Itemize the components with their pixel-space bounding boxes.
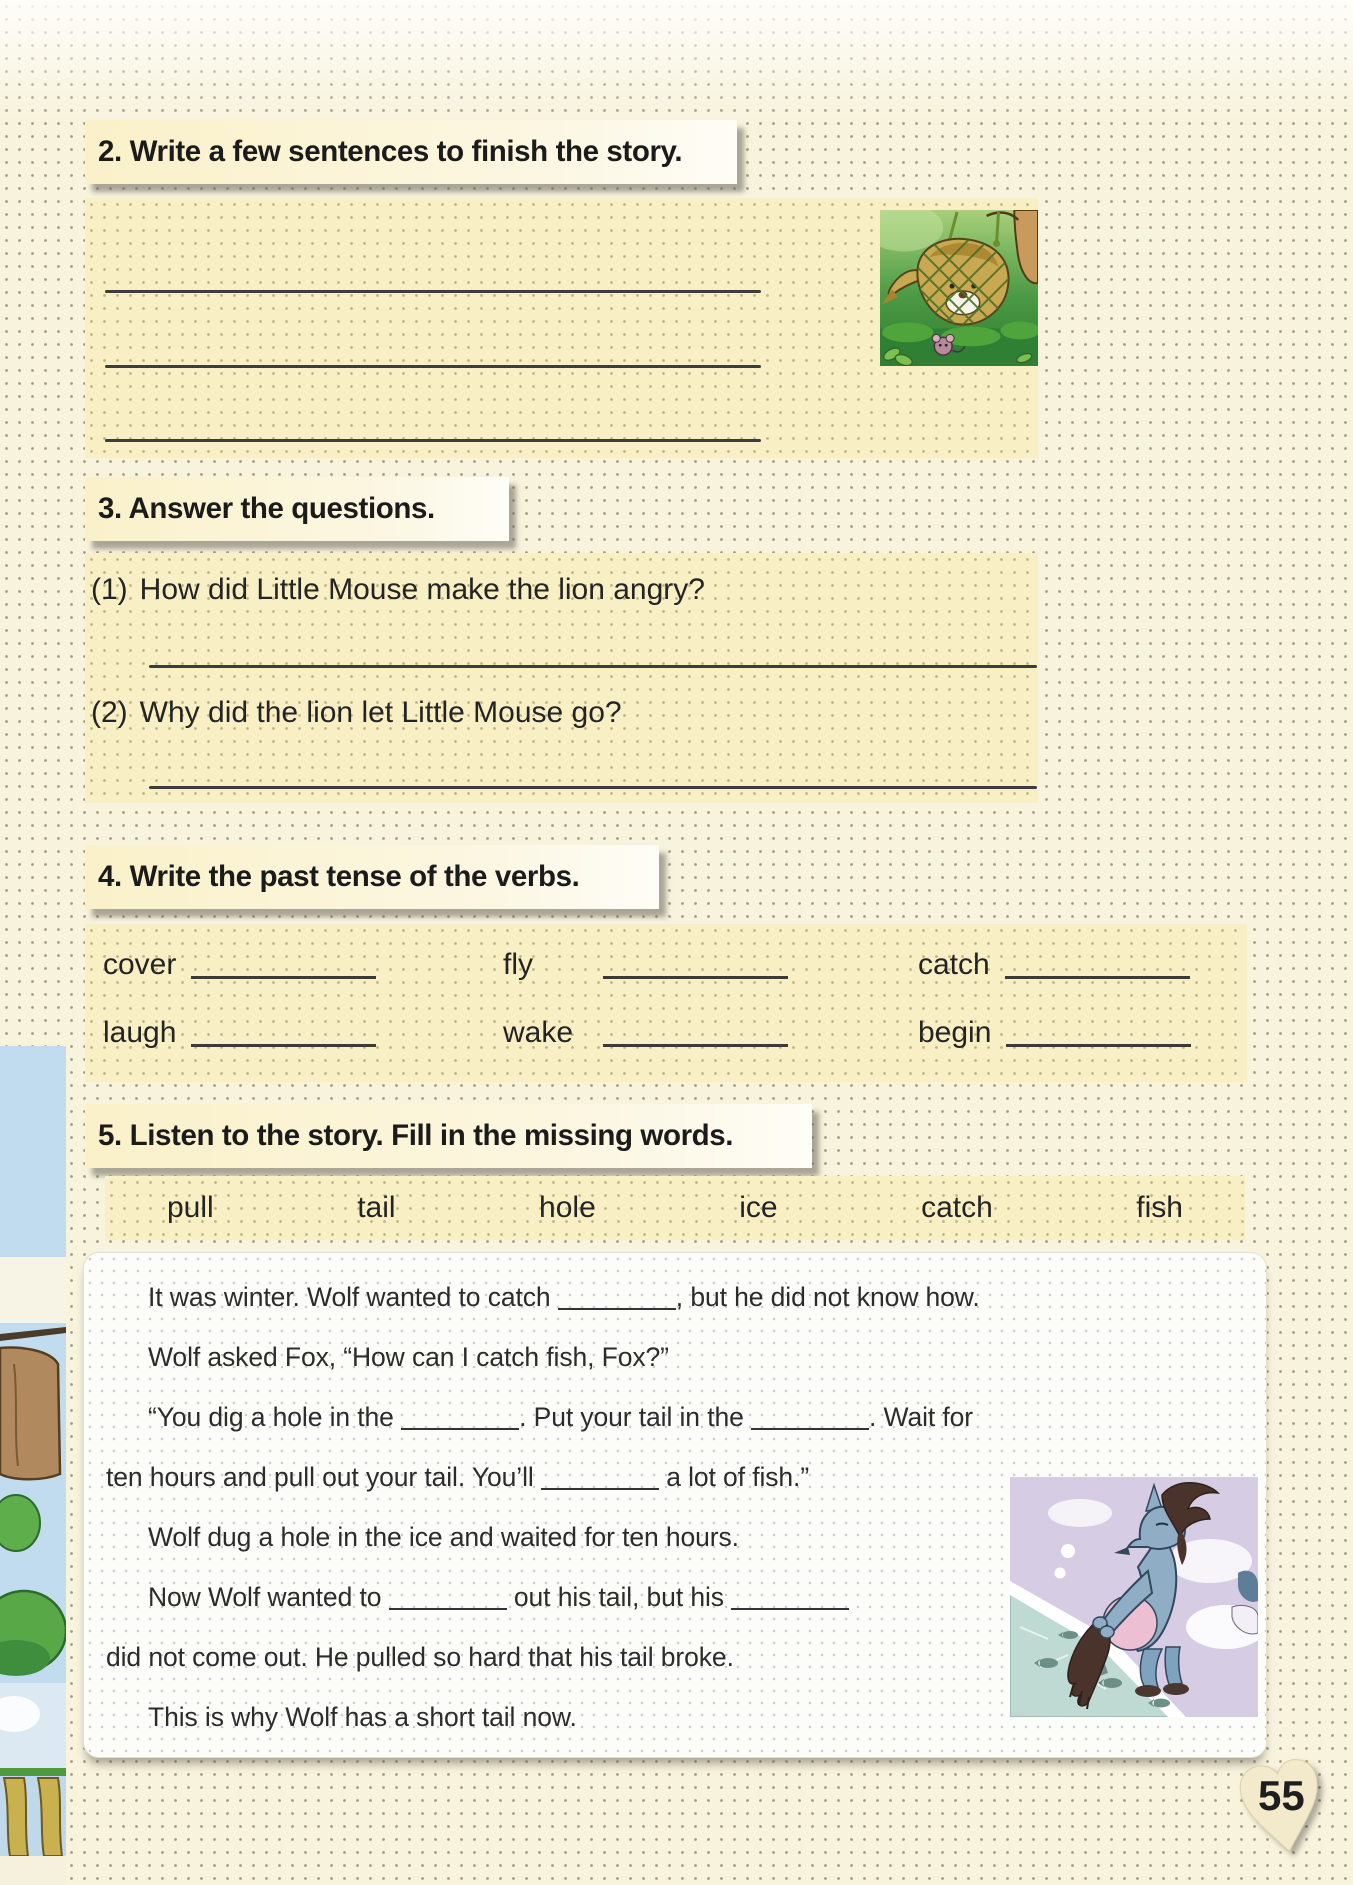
wolf-ice-fishing-illustration: [1010, 1477, 1258, 1717]
missing-word-blank[interactable]: [731, 1582, 849, 1610]
story-box: [83, 1252, 1267, 1758]
missing-word-blank[interactable]: [541, 1462, 659, 1490]
missing-word-blank[interactable]: [751, 1402, 869, 1430]
writing-line[interactable]: [105, 290, 761, 293]
verb-item: [103, 948, 503, 982]
section-3-questions-area: [85, 553, 1038, 803]
question-2-text: Why did the lion let Little Mouse go?: [139, 696, 622, 729]
background: [0, 0, 1353, 120]
missing-word-blank[interactable]: [558, 1282, 676, 1310]
lion-in-net-illustration: [880, 210, 1038, 366]
story-line: Wolf dug a hole in the ice and waited for ten hours.: [148, 1522, 739, 1552]
verb-item: [503, 948, 918, 982]
answer-line[interactable]: [149, 786, 1037, 789]
word-bank-item: tail: [357, 1191, 396, 1224]
verb-word: fly: [503, 948, 533, 981]
verb-item: [918, 948, 1233, 982]
verb-item: [918, 1016, 1233, 1050]
question-1-text: How did Little Mouse make the lion angry?: [139, 573, 705, 606]
verb-word: laugh: [103, 1016, 177, 1049]
page-number-badge: [1228, 1748, 1334, 1866]
past-tense-blank[interactable]: [191, 1036, 376, 1047]
story-line: “You dig a hole in the . Put your tail in the . Wait for: [148, 1402, 974, 1432]
question-1-number: (1): [91, 573, 128, 606]
section-3-heading: [85, 477, 509, 541]
page-number: 55: [1258, 1772, 1305, 1819]
question-2-number: (2): [91, 696, 128, 729]
past-tense-blank[interactable]: [603, 968, 788, 979]
word-bank-item: catch: [921, 1191, 993, 1224]
section-4-verbs-area: [85, 924, 1247, 1082]
past-tense-blank[interactable]: [1005, 968, 1190, 979]
verb-word: catch: [918, 948, 990, 981]
verb-word: wake: [503, 1016, 574, 1049]
past-tense-blank[interactable]: [603, 1036, 788, 1047]
writing-line[interactable]: [105, 439, 761, 442]
question-1: [91, 573, 705, 607]
section-2-heading-label: 2. Write a few sentences to finish the story.: [98, 135, 683, 168]
verb-item: [103, 1016, 503, 1050]
section-2-writing-area: [85, 198, 1038, 458]
word-bank-item: hole: [539, 1191, 596, 1224]
section-5-heading-label: 5. Listen to the story. Fill in the missing words.: [98, 1119, 734, 1152]
verb-grid: [103, 948, 1233, 1050]
missing-word-blank[interactable]: [389, 1582, 507, 1610]
story-line: did not come out. He pulled so hard that his tail broke.: [106, 1642, 734, 1672]
section-4-heading-label: 4. Write the past tense of the verbs.: [98, 860, 580, 893]
verb-item: [503, 1016, 918, 1050]
story-line: ten hours and pull out your tail. You’ll a lot of fish.”: [106, 1462, 810, 1492]
story-line: Now Wolf wanted to out his tail, but his: [106, 1567, 1248, 1627]
story-line: This is why Wolf has a short tail now.: [148, 1702, 577, 1732]
word-bank-item: fish: [1136, 1191, 1183, 1224]
word-bank-item: ice: [739, 1191, 778, 1224]
story-line: Wolf asked Fox, “How can I catch fish, Fox?”: [148, 1342, 669, 1372]
word-bank-item: pull: [167, 1191, 214, 1224]
story-line: It was winter. Wolf wanted to catch , but he did not know how.: [148, 1282, 980, 1312]
writing-line[interactable]: [105, 365, 761, 368]
section-2-heading: [85, 120, 737, 184]
answer-line[interactable]: [149, 665, 1037, 668]
forest-margin-illustration: [0, 1046, 66, 1885]
past-tense-blank[interactable]: [191, 968, 376, 979]
section-5-heading: [85, 1104, 812, 1168]
word-bank: [105, 1176, 1245, 1240]
question-2: [91, 696, 622, 730]
past-tense-blank[interactable]: [1006, 1036, 1191, 1047]
section-4-heading: [85, 845, 659, 909]
section-3-heading-label: 3. Answer the questions.: [98, 492, 435, 525]
verb-word: cover: [103, 948, 177, 981]
missing-word-blank[interactable]: [401, 1402, 519, 1430]
verb-word: begin: [918, 1016, 992, 1049]
